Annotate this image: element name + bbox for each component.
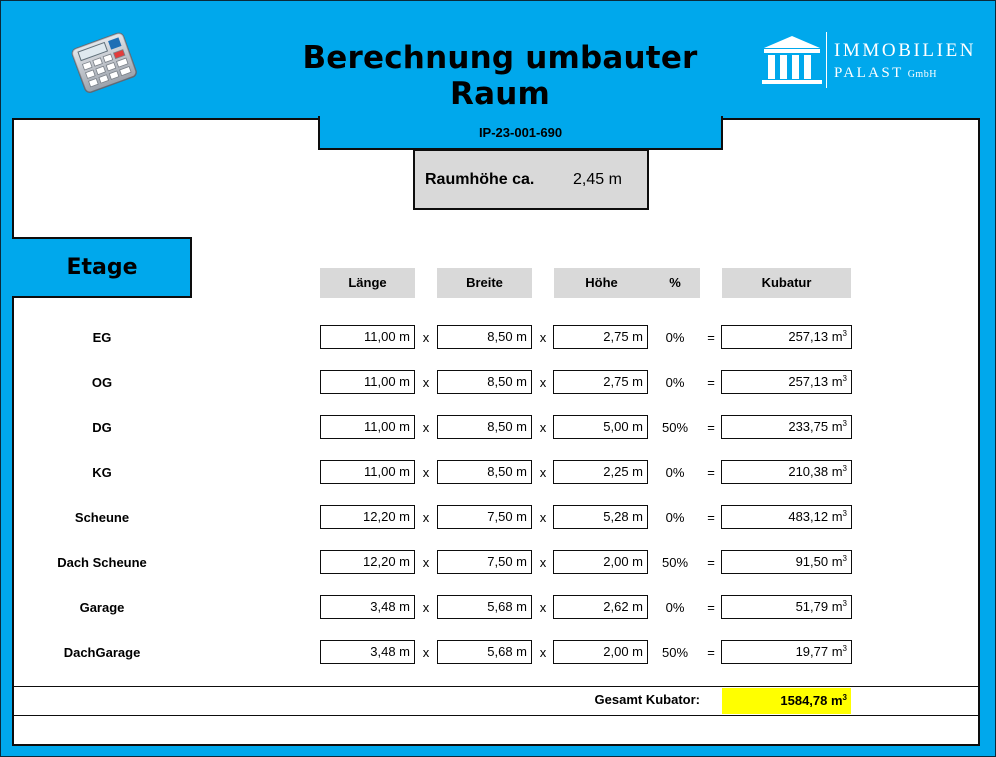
room-height-box[interactable] <box>413 149 649 210</box>
hoehe-cell[interactable]: 2,00 m <box>553 640 648 664</box>
equals-operator: = <box>707 330 715 345</box>
logo-text-line2: PALAST GmbH <box>834 65 937 81</box>
laenge-cell[interactable]: 11,00 m <box>320 460 415 484</box>
multiply-operator: x <box>539 375 547 390</box>
multiply-operator: x <box>422 555 430 570</box>
project-id: IP-23-001-690 <box>478 125 563 140</box>
total-value[interactable]: 1584,78 $m^3$ <box>722 688 851 714</box>
breite-cell[interactable]: 5,68 m <box>437 595 532 619</box>
columns-icon <box>760 32 824 88</box>
multiply-operator: x <box>422 420 430 435</box>
room-height-value[interactable]: 2,45 m <box>573 171 622 188</box>
multiply-operator: x <box>422 645 430 660</box>
kubatur-cell[interactable]: 91,50 $m^3$ <box>721 550 852 574</box>
equals-operator: = <box>707 510 715 525</box>
breite-cell[interactable]: 7,50 m <box>437 505 532 529</box>
laenge-cell[interactable]: 3,48 m <box>320 595 415 619</box>
hoehe-cell[interactable]: 2,75 m <box>553 325 648 349</box>
row-label: Garage <box>79 600 125 615</box>
row-label: DachGarage <box>63 645 141 660</box>
row-label: Scheune <box>74 510 130 525</box>
breite-cell[interactable]: 8,50 m <box>437 415 532 439</box>
hoehe-cell[interactable]: 5,28 m <box>553 505 648 529</box>
page-title: Berechnung umbauter Raum <box>302 40 698 112</box>
percent-value: 50% <box>661 555 689 570</box>
section-etage-label: Etage <box>66 255 138 280</box>
percent-value: 0% <box>665 330 685 345</box>
column-header-hoehe-group <box>554 268 700 298</box>
row-label: OG <box>91 375 113 390</box>
breite-cell[interactable]: 8,50 m <box>437 370 532 394</box>
logo-text-line1: IMMOBILIEN <box>834 40 977 61</box>
breite-cell[interactable]: 8,50 m <box>437 325 532 349</box>
kubatur-cell[interactable]: 51,79 $m^3$ <box>721 595 852 619</box>
column-header-breite: Breite <box>437 268 532 298</box>
multiply-operator: x <box>539 600 547 615</box>
percent-value: 50% <box>661 645 689 660</box>
breite-cell[interactable]: 8,50 m <box>437 460 532 484</box>
equals-operator: = <box>707 645 715 660</box>
divider-bottom <box>14 715 978 716</box>
laenge-cell[interactable]: 11,00 m <box>320 325 415 349</box>
company-logo <box>760 30 977 90</box>
unit-exponent: 3 <box>842 599 847 608</box>
percent-value: 0% <box>665 465 685 480</box>
equals-operator: = <box>707 600 715 615</box>
kubatur-cell[interactable]: 19,77 $m^3$ <box>721 640 852 664</box>
row-label: EG <box>92 330 112 345</box>
kubatur-cell[interactable]: 233,75 $m^3$ <box>721 415 852 439</box>
kubatur-cell[interactable]: 483,12 $m^3$ <box>721 505 852 529</box>
room-height-label: Raumhöhe ca. <box>425 171 535 188</box>
laenge-cell[interactable]: 12,20 m <box>320 505 415 529</box>
calculator-icon <box>64 32 144 98</box>
multiply-operator: x <box>422 330 430 345</box>
laenge-cell[interactable]: 11,00 m <box>320 415 415 439</box>
multiply-operator: x <box>539 420 547 435</box>
column-header-percent: % <box>669 275 681 290</box>
section-etage <box>12 237 192 298</box>
laenge-cell[interactable]: 3,48 m <box>320 640 415 664</box>
unit-exponent: 3 <box>842 464 847 473</box>
row-label: Dach Scheune <box>57 555 147 570</box>
breite-cell[interactable]: 7,50 m <box>437 550 532 574</box>
equals-operator: = <box>707 465 715 480</box>
unit-exponent: 3 <box>842 554 847 563</box>
hoehe-cell[interactable]: 2,75 m <box>553 370 648 394</box>
multiply-operator: x <box>422 510 430 525</box>
equals-operator: = <box>707 420 715 435</box>
logo-suffix: GmbH <box>907 69 937 80</box>
laenge-cell[interactable]: 11,00 m <box>320 370 415 394</box>
percent-value: 0% <box>665 375 685 390</box>
multiply-operator: x <box>422 600 430 615</box>
unit-exponent: 3 <box>842 693 847 702</box>
unit-exponent: 3 <box>842 329 847 338</box>
total-label: Gesamt Kubator: <box>594 692 700 707</box>
column-header-laenge: Länge <box>320 268 415 298</box>
percent-value: 0% <box>665 510 685 525</box>
hoehe-cell[interactable]: 2,62 m <box>553 595 648 619</box>
divider-top <box>14 686 978 687</box>
laenge-cell[interactable]: 12,20 m <box>320 550 415 574</box>
breite-cell[interactable]: 5,68 m <box>437 640 532 664</box>
multiply-operator: x <box>539 465 547 480</box>
kubatur-cell[interactable]: 257,13 $m^3$ <box>721 370 852 394</box>
multiply-operator: x <box>422 375 430 390</box>
column-header-kubatur: Kubatur <box>722 268 851 298</box>
unit-exponent: 3 <box>842 374 847 383</box>
row-label: DG <box>92 420 112 435</box>
multiply-operator: x <box>539 555 547 570</box>
column-header-hoehe: Höhe <box>585 275 618 290</box>
hoehe-cell[interactable]: 5,00 m <box>553 415 648 439</box>
multiply-operator: x <box>539 330 547 345</box>
unit-exponent: 3 <box>842 419 847 428</box>
unit-exponent: 3 <box>842 644 847 653</box>
unit-exponent: 3 <box>842 509 847 518</box>
multiply-operator: x <box>539 645 547 660</box>
multiply-operator: x <box>539 510 547 525</box>
hoehe-cell[interactable]: 2,00 m <box>553 550 648 574</box>
hoehe-cell[interactable]: 2,25 m <box>553 460 648 484</box>
kubatur-cell[interactable]: 210,38 $m^3$ <box>721 460 852 484</box>
equals-operator: = <box>707 555 715 570</box>
percent-value: 0% <box>665 600 685 615</box>
kubatur-cell[interactable]: 257,13 $m^3$ <box>721 325 852 349</box>
multiply-operator: x <box>422 465 430 480</box>
equals-operator: = <box>707 375 715 390</box>
percent-value: 50% <box>661 420 689 435</box>
row-label: KG <box>92 465 112 480</box>
